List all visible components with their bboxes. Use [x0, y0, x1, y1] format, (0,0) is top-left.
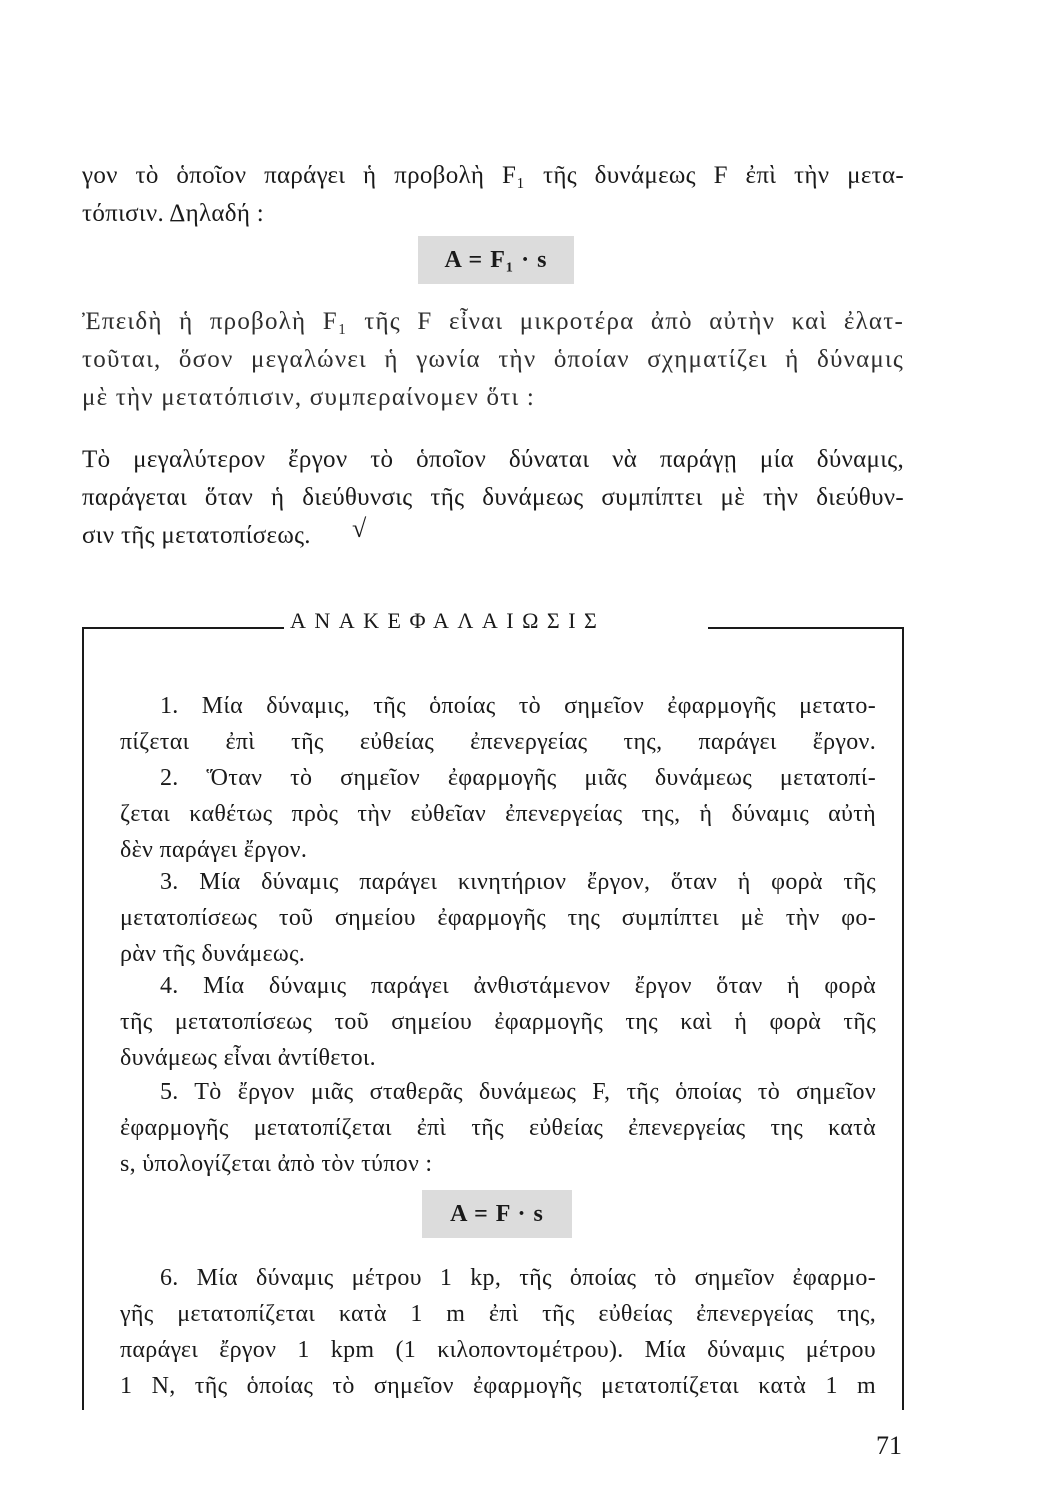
summary-item-line: ἐφαρμογῆς μετατοπίζεται ἐπὶ τῆς εὐθείας ἐπενεργείας της κατὰ [120, 1115, 876, 1141]
summary-item-line: 1 N, τῆς ὁποίας τὸ σημεῖον ἐφαρμογῆς μετατοπίζεται κατὰ 1 m [120, 1373, 876, 1399]
body-text-line: σιν τῆς μετατοπίσεως. [82, 522, 311, 549]
summary-item-line: s, ὑπολογίζεται ἀπὸ τὸν τύπον : [120, 1151, 433, 1177]
box-left-border [82, 627, 84, 1410]
page-number: 71 [876, 1431, 902, 1460]
summary-item-line: παράγει ἔργον 1 kpm (1 κιλοποντομέτρου). Μία δύναμις μέτρου [120, 1337, 876, 1363]
summary-item-line: δυνάμεως εἶναι ἀντίθετοι. [120, 1045, 376, 1071]
body-text-line: μὲ τὴν μετατόπισιν, συμπεραίνομεν ὅτι : [82, 384, 535, 411]
summary-item-line: πίζεται ἐπὶ τῆς εὐθείας ἐπενεργείας της, παράγει ἔργον. [120, 729, 876, 755]
body-text-line: τοῦται, ὅσον μεγαλώνει ἡ γωνία τὴν ὁποίαν σχηματίζει ἡ δύναμις [82, 346, 904, 373]
summary-item-line: 2. Ὅταν τὸ σημεῖον ἐφαρμογῆς μιᾶς δυνάμεως μετατοπί- [160, 765, 876, 791]
box-top-rule-left [82, 627, 284, 629]
summary-item-line: ζεται καθέτως πρὸς τὴν εὐθεῖαν ἐπενεργείας της, ἡ δύναμις αὐτὴ [120, 801, 876, 827]
summary-item-line: 4. Μία δύναμις παράγει ἀνθιστάμενον ἔργον ὅταν ἡ φορὰ [160, 973, 876, 999]
summary-item-line: μετατοπίσεως τοῦ σημείου ἐφαρμογῆς της συμπίπτει μὲ τὴν φο- [120, 905, 876, 931]
body-text-line: τόπισιν. Δηλαδή : [82, 200, 265, 227]
body-text-line: Τὸ μεγαλύτερον ἔργον τὸ ὁποῖον δύναται νὰ παράγῃ μία δύναμις, [82, 446, 904, 473]
summary-item-line: γῆς μετατοπίζεται κατὰ 1 m ἐπὶ τῆς εὐθείας ἐπενεργείας της, [120, 1301, 876, 1327]
summary-item-line: ρὰν τῆς δυνάμεως. [120, 941, 306, 967]
box-right-border [902, 627, 904, 1410]
summary-item-line: 5. Τὸ ἔργον μιᾶς σταθερᾶς δυνάμεως F, τῆς ὁποίας τὸ σημεῖον [160, 1079, 876, 1105]
summary-item-line: δὲν παράγει ἔργον. [120, 837, 308, 863]
summary-item-line: τῆς μετατοπίσεως τοῦ σημείου ἐφαρμογῆς της καὶ ἡ φορὰ τῆς [120, 1009, 876, 1035]
formula-box: A = F₁ · s [418, 236, 574, 284]
handwritten-check-mark: √ [352, 514, 367, 543]
summary-item-line: 1. Μία δύναμις, τῆς ὁποίας τὸ σημεῖον ἐφαρμογῆς μετατο- [160, 693, 876, 719]
body-text-line: παράγεται ὅταν ἡ διεύθυνσις τῆς δυνάμεως συμπίπτει μὲ τὴν διεύθυν- [82, 484, 904, 511]
summary-heading: ΑΝΑΚΕΦΑΛΑΙΩΣΙΣ [290, 608, 606, 633]
body-text-line: Ἐπειδὴ ἡ προβολὴ F₁ τῆς F εἶναι μικροτέρα ἀπὸ αὐτὴν καὶ ἐλατ- [82, 308, 904, 335]
summary-item-line: 3. Μία δύναμις παράγει κινητήριον ἔργον, ὅταν ἡ φορὰ τῆς [160, 869, 876, 895]
body-text-line: γον τὸ ὁποῖον παράγει ἡ προβολὴ F₁ τῆς δυνάμεως F ἐπὶ τὴν μετα- [82, 162, 904, 189]
formula-box: A = F · s [422, 1190, 572, 1238]
box-top-rule-right [708, 627, 904, 629]
summary-item-line: 6. Μία δύναμις μέτρου 1 kp, τῆς ὁποίας τὸ σημεῖον ἐφαρμο- [160, 1265, 876, 1291]
